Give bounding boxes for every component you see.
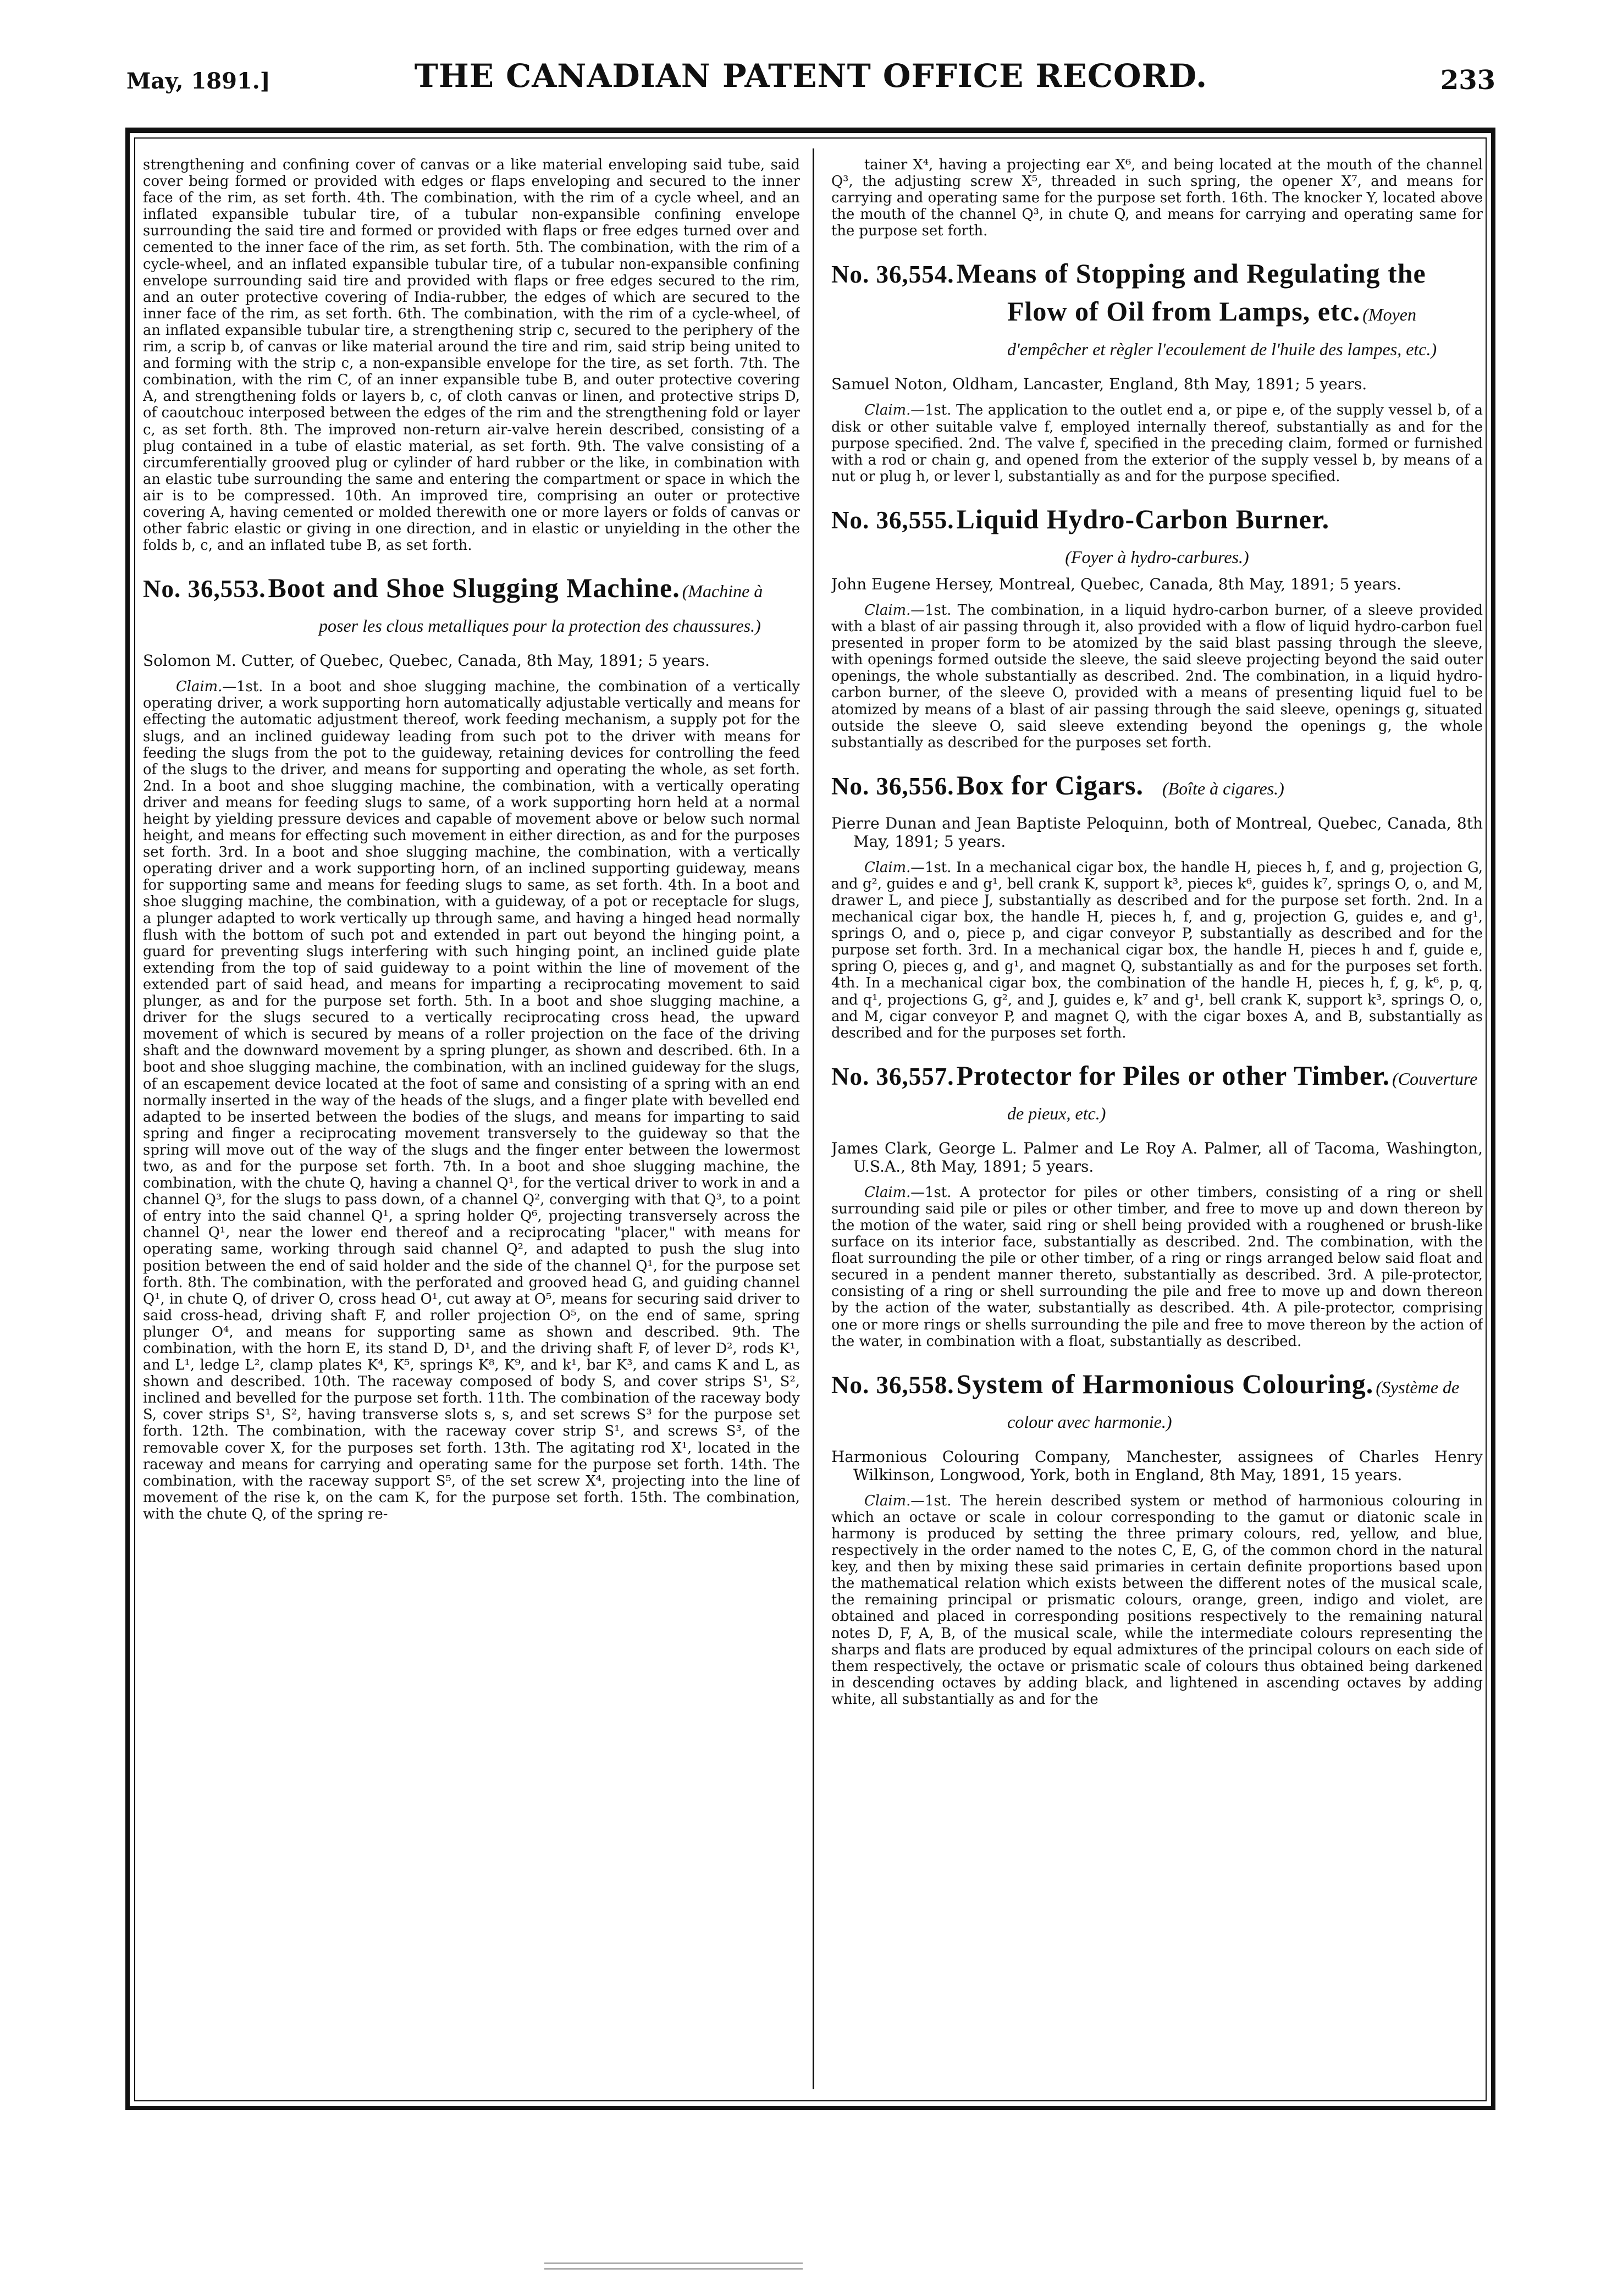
continued-claims-text: tainer X⁴, having a projecting ear X⁶, and being located at the mouth of the channel Q³, the adjusting screw X⁵, threaded in such spring, the opener X⁷, and means for carrying and operating same for the purpose set forth. 16th. The knocker Y, located above the mouth of the channel Q³, in chute Q, and means for carrying and operating same for the purpose set forth. <box>831 157 1483 240</box>
patent-heading <box>831 1060 1483 1133</box>
claim-text: —1st. The application to the outlet end a, or pipe e, of the supply vessel b, of a disk or other suitable valve f, employed internally thereof, substantially as and for the purpose specified. 2nd. The valve f, specified in the preceding claim, formed or furnished with a rod or chain g, and opened from the exterior of the supply vessel b, by means of a nut or plug h, or lever l, substantially as and for the purpose specified. <box>831 402 1483 485</box>
claim-text: —1st. The combination, in a liquid hydro-carbon burner, of a sleeve provided with a blast of air passing through it, also provided with a flow of liquid hydro-carbon fuel presented in proper form to be atomized by the said blast passing through the sleeve, with openings formed outside the sleeve, the said sleeve projecting beyond the said outer openings, the whole substantially as described. 2nd. The combination, in a liquid hydro-carbon burner, of the sleeve O, provided with a means of presenting liquid fuel to be atomized by means of a blast of air passing through the said sleeve, openings g, situated outside the sleeve O, said sleeve extending beyond the openings g, the whole substantially as described for the purposes set forth. <box>831 601 1483 751</box>
patent-inventor: Harmonious Colouring Company, Manchester, assignees of Charles Henry Wilkinson, Longwood, York, both in England, 8th May, 1891, 15 years. <box>831 1447 1483 1484</box>
claim-label: Claim. <box>864 601 911 619</box>
patent-french-title: (Foyer à hydro-carbures.) <box>1065 547 1249 567</box>
patent-title: Boot and Shoe Slugging Machine. <box>268 572 680 604</box>
patent-inventor: John Eugene Hersey, Montreal, Quebec, Canada, 8th May, 1891; 5 years. <box>831 575 1402 593</box>
right-column <box>831 157 1483 2095</box>
patent-number: No. 36,553. <box>143 575 266 603</box>
patent-heading <box>831 770 1483 808</box>
patent-title: System of Harmonious Colouring. <box>956 1368 1374 1399</box>
patent-number: No. 36,554. <box>831 261 954 289</box>
claim-text: —1st. A protector for piles or other timbers, consisting of a ring or shell surrounding said pile or piles or other timber, and free to move up and down thereon by the motion of the water, said ring or shell being provided with a roughened or brush-like surface on its interior face, substantially as described. 2nd. The combination, with the float surrounding the pile or other timber, of a ring or rings arranged below said float and secured in a pendent manner thereto, substantially as described. 3rd. A pile-protector, consisting of a ring or shell surrounding the pile and free to move up and down thereon by the action of the water, substantially as described. 4th. A pile-protector, comprising one or more rings or shells surrounding the pile and free to move thereon by the action of the water, in combination with a float, substantially as described. <box>831 1184 1483 1350</box>
patent-number: No. 36,556. <box>831 772 954 800</box>
continued-claims-text: strengthening and confining cover of canvas or a like material enveloping said tube, said cover being formed or provided with edges or flaps enveloping and secured to the inner face of the rim, as set forth. 4th. The combination, with the rim of a cycle wheel, and an inflated expansible tubular tire, of a tubular non-expansible confining envelope surrounding the said tire and formed or provided with flaps or free edges turned over and cemented to the inner face of the rim, as set forth. 5th. The combination, with the rim of a cycle-wheel, and an inflated expansible tubular tire, of a tubular non-expansible confining envelope surrounding said tire and provided with flaps or free edges secured to the rim, and an outer protective covering of India-rubber, the edges of which are secured to the inner face of the rim, as set forth. 6th. The combination, with the rim of a cycle-wheel, of an inflated expansible tubular tire, a strengthening strip c, secured to the periphery of the rim, a scrip b, of canvas or like material around the tire and rim, said strip being united to and forming with the strip c, a non-expansible envelope for the tire, as set forth. 7th. The combination, with the rim C, of an inner expansible tube B, and outer protective covering A, and strengthening folds or layers b, c, of cloth canvas or linen, and protective strips D, of caoutchouc interposed between the edges of the rim and the strengthening fold or layer c, as set forth. 8th. The improved non-return air-valve herein described, consisting of a plug contained in a tube of elastic material, as set forth. 9th. The valve consisting of a circumferentially grooved plug or cylinder of hard rubber or the like, in combination with an elastic tube surrounding the same and entering the compartment or space in which the air is to be compressed. 10th. An improved tire, comprising an outer or protective covering A, having cemented or molded therewith one or more layers or folds of canvas or other fabric elastic or giving in one direction, and in elastic or unyielding in the other the folds b, c, and an inflated tube B, as set forth. <box>143 157 800 554</box>
left-column <box>143 157 800 2095</box>
patent-number: No. 36,555. <box>831 506 954 534</box>
patent-claims <box>831 1493 1483 1708</box>
patent-heading <box>831 1368 1483 1441</box>
patent-french-title: (Système de colour avec harmonie.) <box>1007 1377 1460 1432</box>
patent-heading <box>831 504 1483 542</box>
claim-text: —1st. The herein described system or method of harmonious colouring in which an octave or scale in colour corresponding to the gamut or diatonic scale in harmony is produced by setting the three primary colours, red, yellow, and blue, respectively in the order named to the notes C, E, G, of the common chord in the natural key, and then by mixing these said primaries in certain definite proportions based upon the mathematical relation which exists between the different notes of the musical scale, the remaining principal or prismatic colours, orange, green, indigo and violet, are obtained and placed in corresponding positions respectively to the remaining natural notes D, F, A, B, of the musical scale, while the intermediate colours representing the sharps and flats are produced by equal admixtures of the principal colours on each side of them respectively, the octave or prismatic scale of colours thus obtained being darkened in descending octaves by adding black, and lightened in ascending octaves by adding white, all substantially as and for the <box>831 1492 1483 1708</box>
claim-label: Claim. <box>176 678 223 696</box>
claim-label: Claim. <box>864 1492 911 1509</box>
patent-claims <box>831 1184 1483 1350</box>
patent-inventor: Samuel Noton, Oldham, Lancaster, England, 8th May, 1891; 5 years. <box>831 375 1367 394</box>
patent-claims <box>831 602 1483 751</box>
patent-claims <box>831 402 1483 484</box>
patent-french-title: (Couverture de pieux, etc.) <box>1007 1068 1478 1123</box>
patent-number: No. 36,558. <box>831 1371 954 1399</box>
column-divider <box>813 148 814 2089</box>
publication-title: THE CANADIAN PATENT OFFICE RECORD. <box>414 57 1208 95</box>
patent-number: No. 36,557. <box>831 1062 954 1090</box>
patent-inventor: Pierre Dunan and Jean Baptiste Peloquinn, both of Montreal, Quebec, Canada, 8th May, 1891; 5 years. <box>831 814 1483 851</box>
claim-label: Claim. <box>864 859 911 876</box>
patent-french-title: (Machine à poser les clous metalliques pour la protection des chaussures.) <box>319 581 763 636</box>
patent-title: Means of Stopping and Regulating the Flow of Oil from Lamps, etc. <box>956 258 1426 327</box>
issue-date: May, 1891.] <box>126 68 270 94</box>
claim-text: —1st. In a boot and shoe slugging machine, the combination of a vertically operating driver, a work supporting horn automatically adjustable vertically and means for effecting the automatic adjustment thereof, work feeding mechanism, a supply pot for the slugs, and an inclined guideway leading from such pot to the driver with means for feeding the slugs from the pot to the guideway, retaining devices for controlling the feed of the slugs to the driver, and means for supporting and operating the whole, as set forth. 2nd. In a boot and shoe slugging machine, the combination, with a vertically operating driver and means for feeding slugs to same, of a work supporting horn held at a normal height by yielding pressure devices and capable of movement above or below such normal height, and means for effecting such movement in either direction, as and for the purposes set forth. 3rd. In a boot and shoe slugging machine, the combination, with a vertically operating driver and a work supporting horn, of an inclined supporting guideway, means for supporting same and means for feeding slugs to same, as set forth. 4th. In a boot and shoe slugging machine, the combination, with a guideway, of a pot or receptacle for slugs, a plunger adapted to work vertically up through same, and having a hinged head normally flush with the bottom of such pot and extended in part out beyond the hinging point, a guard for preventing slugs interfering with such hinging point, an inclined guide plate extending from the top of said guideway to a point within the line of movement of the extended part of said head, and means for imparting a reciprocating movement to said plunger, as and for the purpose set forth. 5th. In a boot and shoe slugging machine, a driver for the slugs secured to a vertically reciprocating cross head, the upward movement of which is secured by means of a roller projection on the face of the driving shaft and the downward movement by a spring plunger, as shown and described. 6th. In a boot and shoe slugging machine, the combination, with an inclined guideway for the slugs, of an escapement device located at the foot of same and consisting of a spring with an end normally inserted in the way of the heads of the slugs, and a finger plate with bevelled end adapted to be inserted between the bodies of the slugs, and means for imparting to said spring and finger a reciprocating movement transversely to the guideway so that the spring will move out of the way of the slugs and the finger enter between the lowermost two, as and for the purpose set forth. 7th. In a boot and shoe slugging machine, the combination, with the chute Q, having a channel Q¹, for the vertical driver to work in and a channel Q³, for the slugs to pass down, of a channel Q², converging with that Q³, to a point of entry into the said channel Q¹, a spring holder Q⁶, projecting transversely across the channel Q¹, near the lower end thereof and a reciprocating "placer," with means for operating same, working through said channel Q², and adapted to push the slug into position between the end of said holder and the side of the channel Q¹, for the purpose set forth. 8th. The combination, with the perforated and grooved head G, and guiding channel Q¹, in chute Q, of driver O, cross head O¹, cut away at O⁵, means for securing said driver to said cross-head, driving shaft F, and roller projection O⁵, on the end of same, spring plunger O⁴, and means for supporting same as shown and described. 9th. The combination, with the horn E, its stand D, D¹, and the driving shaft F, of lever D², rods K¹, and L¹, ledge L², clamp plates K⁴, K⁵, springs K⁸, K⁹, and k¹, bar K³, and cams K and L, as shown and described. 10th. The raceway composed of body S, and cover strips S¹, S², inclined and bevelled for the purpose set forth. 11th. The combination of the raceway body S, cover strips S¹, S², having transverse slots s, s, and set screws S³ for the purpose set forth. 12th. The combination, with the raceway cover strip S¹, and screws S³, of the removable cover X, for the purposes set forth. 13th. The agitating rod X¹, located in the raceway and means for carrying and operating same for the purpose set forth. 14th. The combination, with the raceway support S⁵, of the set screw X⁴, projecting into the line of movement of the rise k, on the cam K, for the purpose set forth. 15th. The combination, with the chute Q, of the spring re- <box>143 678 800 1522</box>
patent-inventor: Solomon M. Cutter, of Quebec, Quebec, Canada, 8th May, 1891; 5 years. <box>143 652 710 670</box>
page-number: 233 <box>1440 65 1495 96</box>
patent-heading <box>831 258 1483 368</box>
patent-claims <box>143 678 800 1522</box>
patent-french-title: (Boîte à cigares.) <box>1162 778 1284 798</box>
claim-text: —1st. In a mechanical cigar box, the handle H, pieces h, f, and g, projection G, and g², guides e and g¹, bell crank K, support k³, pieces k⁶, guides k⁷, springs O, o, and M, drawer L, and piece J, substantially as described and for the purpose set forth. 2nd. In a mechanical cigar box, the handle H, pieces h, f, and g, projection G, guides e, and g¹, springs O, and o, piece p, and cigar conveyor P, substantially as described and for the purpose set forth. 3rd. In a mechanical cigar box, the handle H, pieces h and f, guide e, spring O, pieces g, and g¹, and magnet Q, substantially as and for the purposes set forth. 4th. In a mechanical cigar box, the combination of the handle H, pieces h, f, g, k⁶, p, q, and q¹, projections G, g², and J, guides e, k⁷ and g¹, bell crank K, support k³, springs O, o, and M, cigar conveyor P, and magnet Q, with the cigar boxes A, and B, substantially as described and for the purposes set forth. <box>831 859 1483 1041</box>
patent-heading <box>143 572 800 645</box>
claim-label: Claim. <box>864 402 911 419</box>
claim-label: Claim. <box>864 1184 911 1201</box>
patent-inventor: James Clark, George L. Palmer and Le Roy A. Palmer, all of Tacoma, Washington, U.S.A., 8th May, 1891; 5 years. <box>831 1139 1483 1175</box>
patent-title: Liquid Hydro-Carbon Burner. <box>956 503 1330 534</box>
bottom-edge-mark <box>544 2259 803 2281</box>
running-head <box>126 57 1495 107</box>
patent-claims <box>831 859 1483 1041</box>
patent-title: Protector for Piles or other Timber. <box>956 1059 1390 1091</box>
patent-french-title: (Moyen d'empêcher et règler l'ecoulement de l'huile des lampes, etc.) <box>1007 305 1437 360</box>
patent-title: Box for Cigars. <box>956 769 1144 801</box>
